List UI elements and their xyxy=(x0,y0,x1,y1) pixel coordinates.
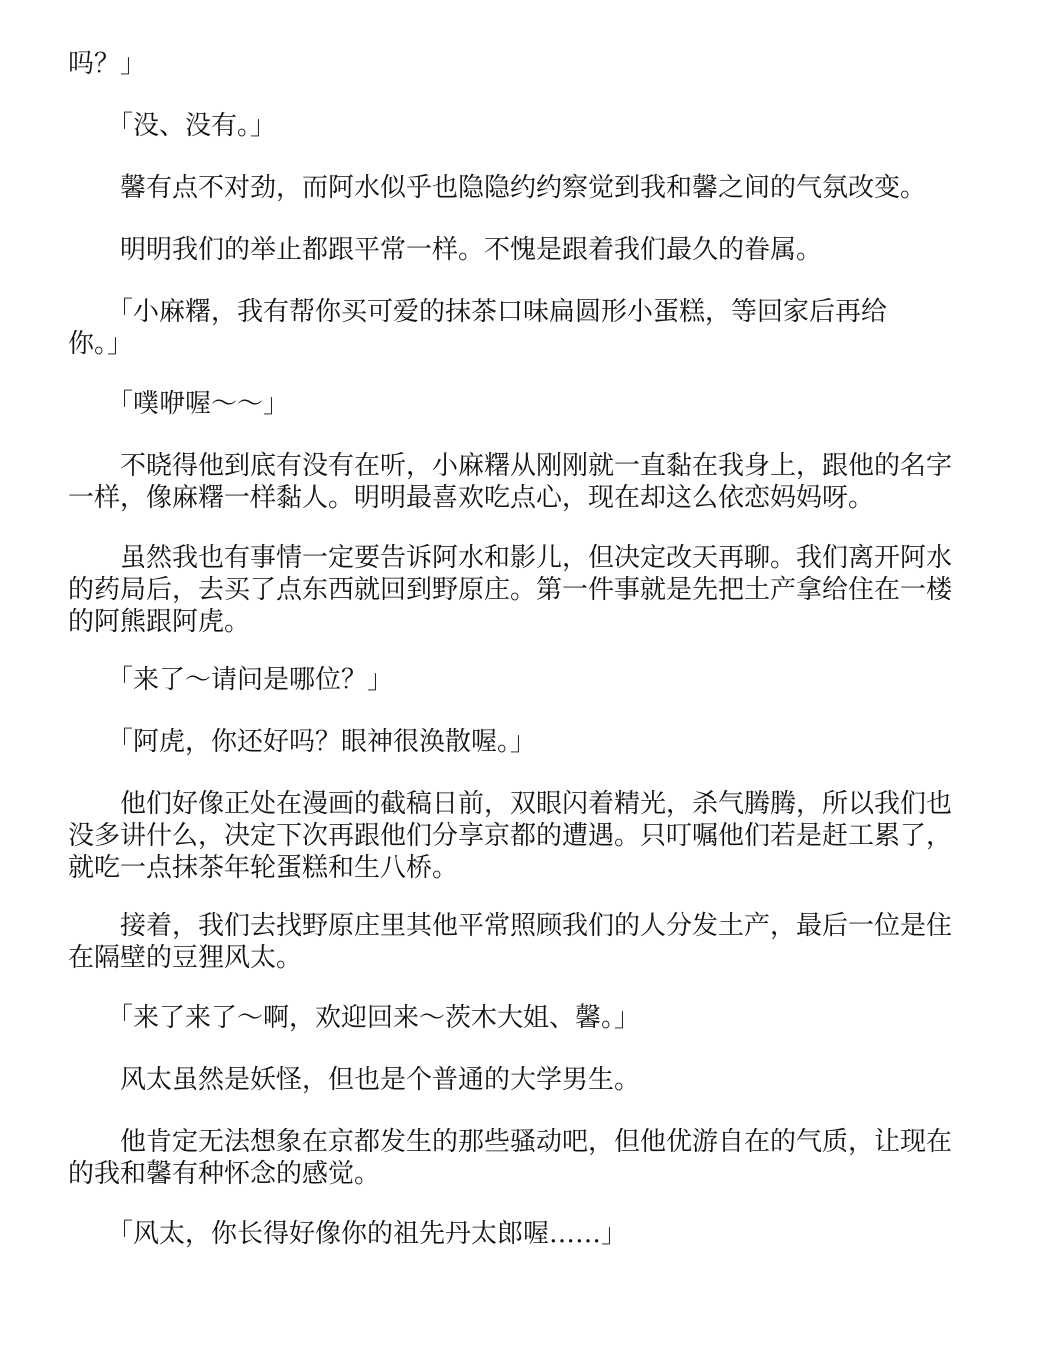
paragraph-6: 「噗咿喔～～」 xyxy=(68,389,290,419)
paragraph-12: 接着，我们去找野原庄里其他平常照顾我们的人分发土产，最后一位是住 在隔壁的豆狸风太。 xyxy=(68,911,953,973)
paragraph-11: 他们好像正处在漫画的截稿日前，双眼闪着精光，杀气腾腾，所以我们也 没多讲什么，决定下次再跟他们分享京都的遭遇。只叮嘱他们若是赶工累了， 就吃一点抹茶年轮蛋糕和生八桥。 xyxy=(68,789,953,883)
paragraph-2: 「没、没有。」 xyxy=(68,111,277,141)
paragraph-3: 馨有点不对劲，而阿水似乎也隐隐约约察觉到我和馨之间的气氛改变。 xyxy=(68,173,927,203)
paragraph-8: 虽然我也有事情一定要告诉阿水和影儿，但决定改天再聊。我们离开阿水 的药局后，去买了点东西就回到野原庄。第一件事就是先把土产拿给住在一楼 的阿熊跟阿虎。 xyxy=(68,543,953,637)
paragraph-15: 他肯定无法想象在京都发生的那些骚动吧，但他优游自在的气质，让现在 的我和馨有种怀念的感觉。 xyxy=(68,1127,953,1189)
paragraph-4: 明明我们的举止都跟平常一样。不愧是跟着我们最久的眷属。 xyxy=(68,235,823,265)
paragraph-13: 「来了来了～啊，欢迎回来～茨木大姐、馨。」 xyxy=(68,1003,641,1033)
paragraph-1: 吗？」 xyxy=(68,49,147,79)
paragraph-5: 「小麻糬，我有帮你买可爱的抹茶口味扁圆形小蛋糕，等回家后再给 你。」 xyxy=(68,297,888,359)
paragraph-9: 「来了～请问是哪位？」 xyxy=(68,665,394,695)
paragraph-7: 不晓得他到底有没有在听，小麻糬从刚刚就一直黏在我身上，跟他的名字 一样，像麻糬一样黏人。明明最喜欢吃点心，现在却这么依恋妈妈呀。 xyxy=(68,451,953,513)
paragraph-10: 「阿虎，你还好吗？眼神很涣散喔。」 xyxy=(68,727,537,757)
paragraph-16: 「风太，你长得好像你的祖先丹太郎喔……」 xyxy=(68,1219,628,1249)
paragraph-14: 风太虽然是妖怪，但也是个普通的大学男生。 xyxy=(68,1065,641,1095)
